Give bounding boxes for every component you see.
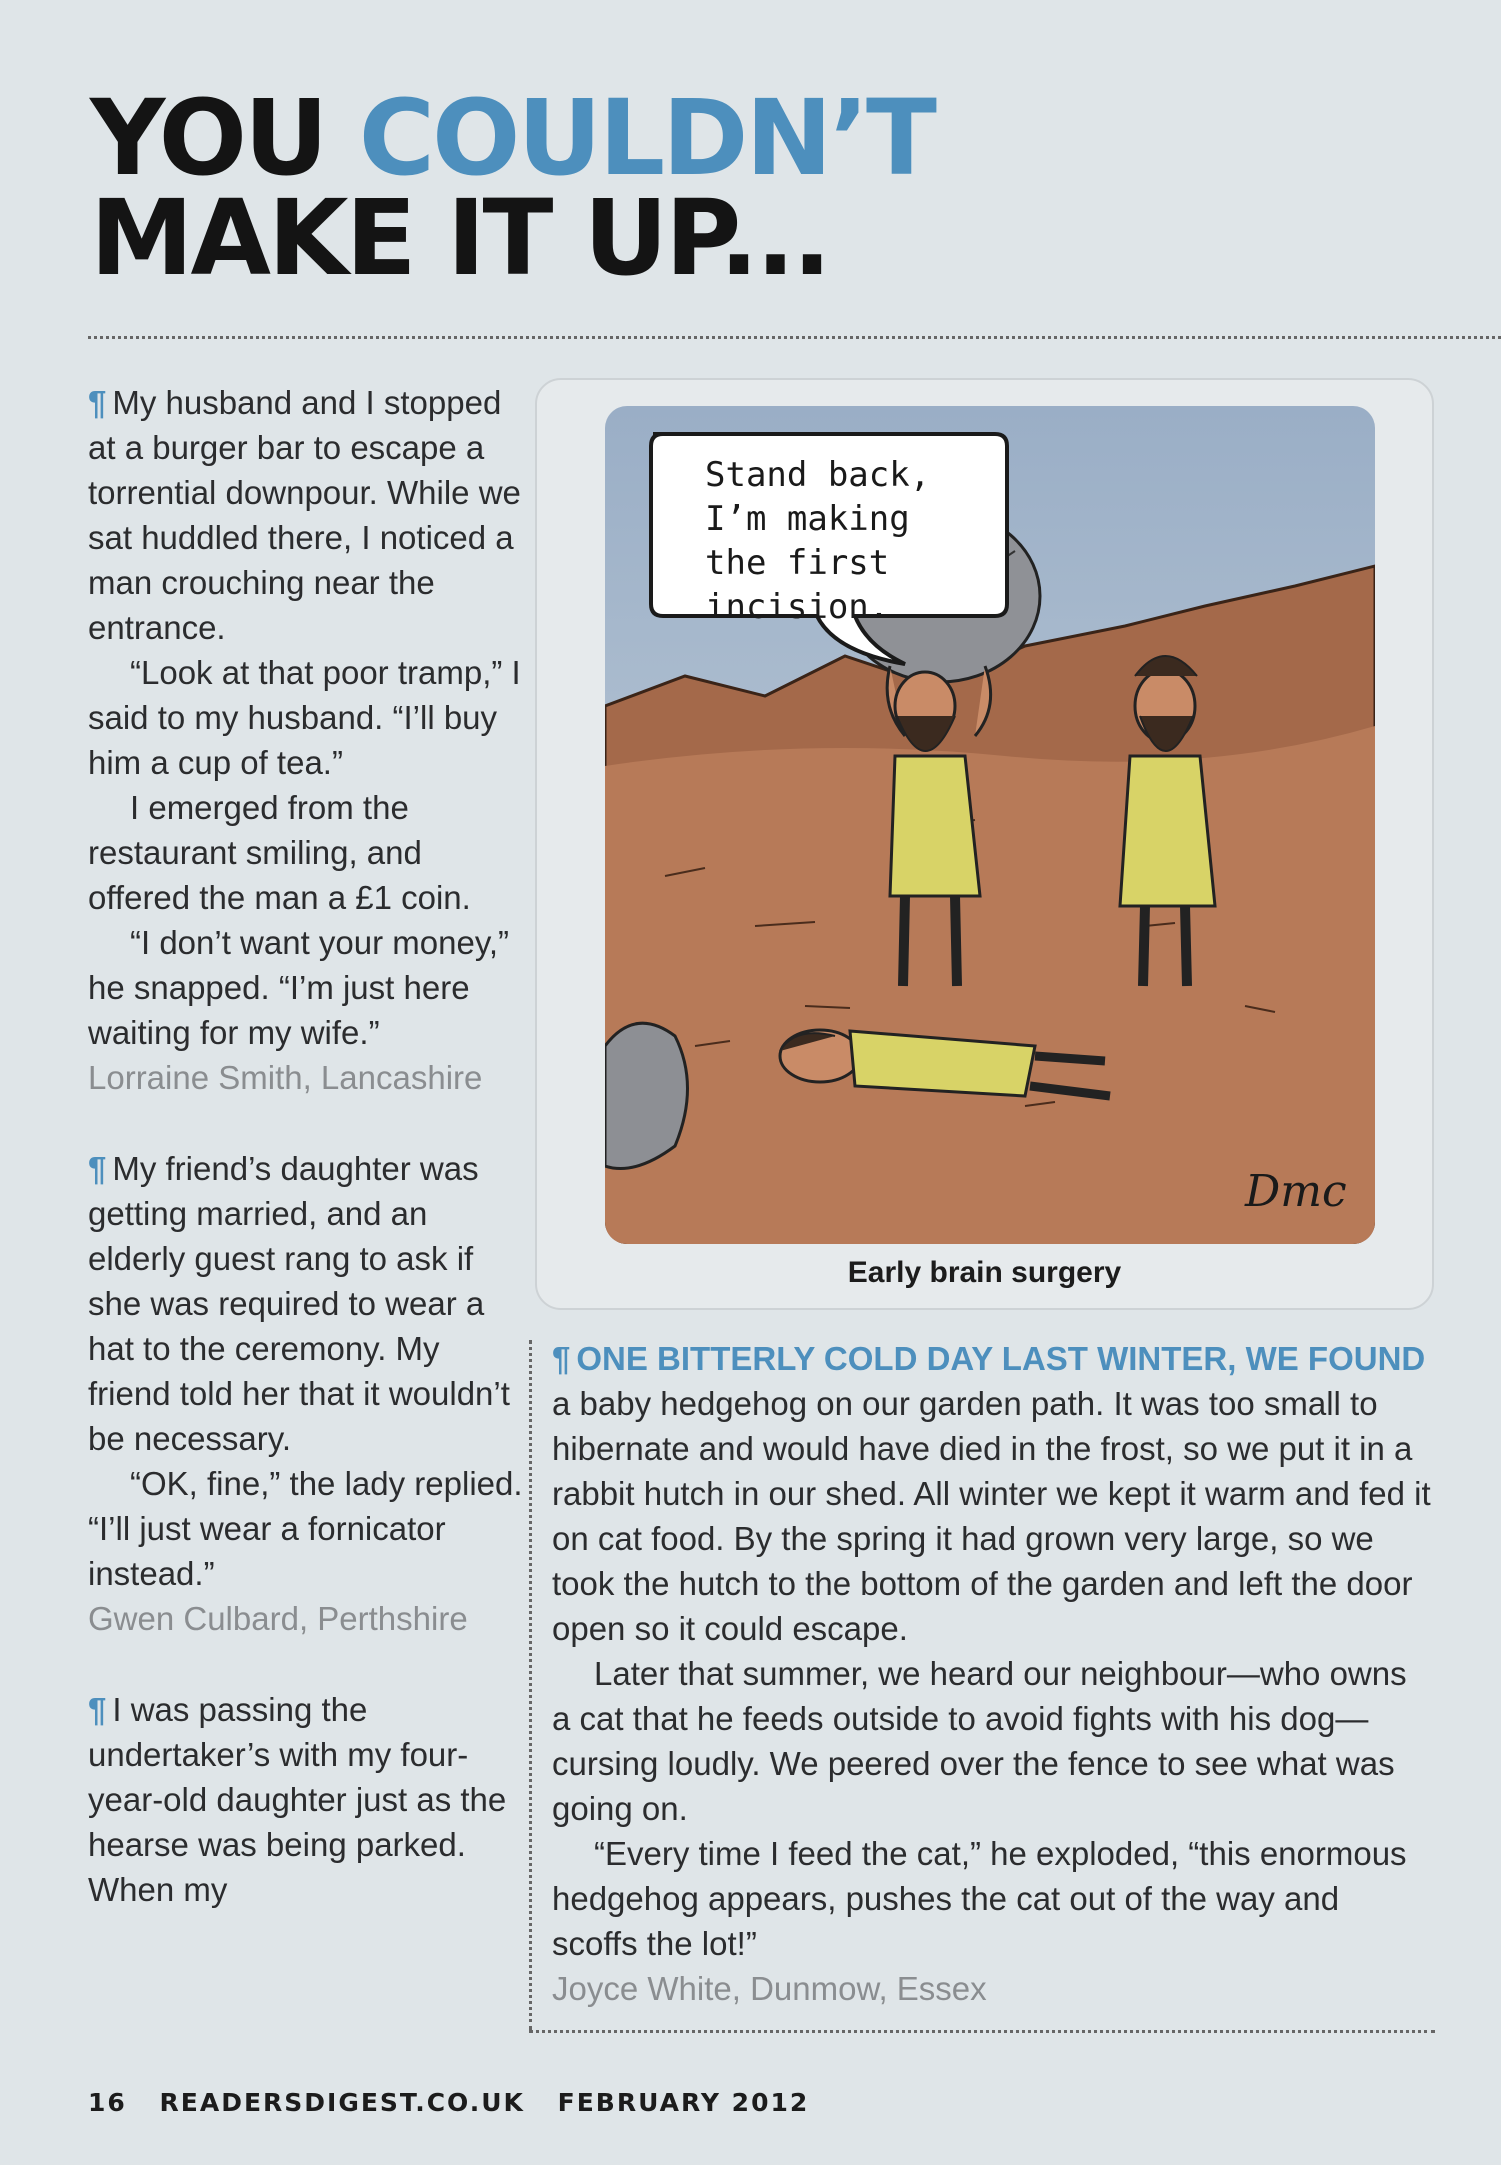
cartoon-caption: Early brain surgery	[847, 1256, 1122, 1289]
cartoon-illustration	[605, 406, 1375, 1244]
page-number: 16	[88, 2088, 127, 2117]
page-footer	[88, 2088, 831, 2117]
speech-line: the first	[705, 543, 890, 583]
story-credit: Gwen Culbard, Perthshire	[88, 1600, 468, 1637]
story-credit: Joyce White, Dunmow, Essex	[552, 1970, 987, 2007]
story-paragraph	[88, 380, 528, 650]
pilcrow-icon: ¶	[88, 1150, 107, 1187]
speech-line: I’m making	[705, 499, 910, 539]
speech-line: incision.	[705, 587, 890, 627]
story-wedding-hat	[88, 1146, 528, 1641]
story-burger-bar	[88, 380, 528, 1100]
story-paragraph: “I don’t want your money,” he snapped. “I’m just here waiting for my wife.”	[88, 924, 510, 1051]
story-paragraph: I emerged from the restaurant smiling, and offered the man a £1 coin.	[88, 789, 471, 916]
story-paragraph: “Look at that poor tramp,” I said to my husband. “I’ll buy him a cup of tea.”	[88, 654, 521, 781]
title-word-you: YOU	[90, 77, 326, 199]
title-divider	[88, 336, 1501, 339]
story-paragraph: “OK, fine,” the lady replied. “I’ll just wear a fornicator instead.”	[88, 1465, 523, 1592]
story-paragraph: Later that summer, we heard our neighbour—who owns a cat that he feeds outside to avoid fights with his dog—cursing loudly. We peered over the fence to see what was going on.	[552, 1655, 1407, 1827]
speech-line: Stand back,	[705, 455, 931, 495]
story-lead-in: ONE BITTERLY COLD DAY LAST WINTER, WE FOUND	[576, 1340, 1426, 1377]
title-line-2: MAKE IT UP...	[90, 177, 829, 299]
story-undertaker	[88, 1687, 528, 1912]
story-text: My friend’s daughter was getting married, and an elderly guest rang to ask if she was required to wear a hat to the ceremony. My friend told her that it wouldn’t be necessary.	[88, 1150, 510, 1457]
page-title	[90, 77, 934, 299]
artist-signature: Dmc	[1245, 1166, 1347, 1217]
story-text: a baby hedgehog on our garden path. It was too small to hibernate and would have died in the frost, so we put it in a rabbit hutch in our shed. All winter we kept it warm and fed it on cat food. By the spring it had grown very large, so we took the hutch to the bottom of the garden and left the door open so it could escape.	[552, 1385, 1431, 1647]
story-text: My husband and I stopped at a burger bar to escape a torrential downpour. While we sat huddled there, I noticed a man crouching near the entrance.	[88, 384, 521, 646]
cartoon-frame	[535, 378, 1434, 1310]
left-column	[88, 380, 528, 1958]
story-paragraph: “Every time I feed the cat,” he exploded, “this enormous hedgehog appears, pushes the cat out of the way and scoffs the lot!”	[552, 1835, 1407, 1962]
story-paragraph	[88, 1146, 528, 1461]
boulder-left	[605, 1023, 688, 1168]
issue-date: FEBRUARY 2012	[557, 2088, 810, 2117]
story-hedgehog	[552, 1336, 1432, 2011]
pilcrow-icon: ¶	[552, 1340, 571, 1377]
story-divider	[529, 2030, 1435, 2033]
site-url: READERSDIGEST.CO.UK	[159, 2088, 525, 2117]
pilcrow-icon: ¶	[88, 384, 107, 421]
title-word-couldnt: COULDN’T	[358, 77, 934, 199]
pilcrow-icon: ¶	[88, 1691, 107, 1728]
story-credit: Lorraine Smith, Lancashire	[88, 1059, 483, 1096]
cartoon-drawing	[605, 406, 1375, 1244]
story-text: I was passing the undertaker’s with my four-year-old daughter just as the hearse was being parked. When my	[88, 1691, 507, 1908]
story-paragraph	[552, 1336, 1432, 1651]
story-paragraph	[88, 1687, 528, 1912]
column-divider	[529, 1340, 532, 2030]
